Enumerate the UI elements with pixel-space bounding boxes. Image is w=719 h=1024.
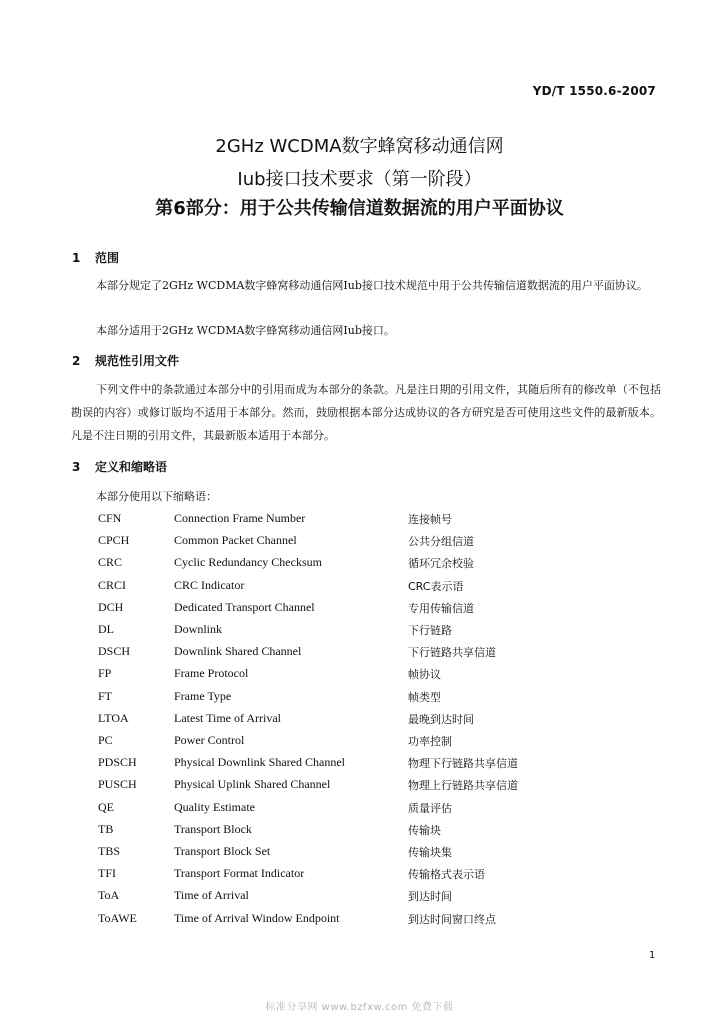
abbreviation-term: Transport Format Indicator <box>174 866 305 881</box>
abbreviation-row <box>0 597 719 619</box>
abbreviation-row <box>0 863 719 885</box>
section-1-title: 范围 <box>95 251 120 265</box>
abbreviation-code: PC <box>98 733 113 747</box>
abbreviation-chinese: 最晚到达时间 <box>408 712 474 726</box>
section-2-number: 2 <box>72 354 81 368</box>
abbreviation-row <box>0 885 719 907</box>
abbreviation-chinese: CRC表示语 <box>408 579 464 593</box>
abbreviation-row <box>0 686 719 708</box>
abbreviation-term: Cyclic Redundancy Checksum <box>174 555 322 570</box>
abbreviation-code: CRC <box>98 555 123 570</box>
abbreviation-chinese: 物理上行链路共享信道 <box>408 779 518 793</box>
section-2-paragraph-1: 下列文件中的条款通过本部分中的引用而成为本部分的条款。凡是注日期的引用文件，其随后所有的修改单（不包括勘误的内容）或修订版均不适用于本部分。然而，鼓励根据本部分达成协议的各方研究是否可使用这些文件的最新版本。凡是不注日期的引用文件，其最新版本适用于本部分。 <box>71 383 661 442</box>
abbreviation-code: PDSCH <box>98 755 137 770</box>
abbreviation-chinese: 连接帧号 <box>408 513 452 526</box>
abbreviation-chinese: 功率控制 <box>408 735 452 748</box>
abbreviation-row <box>0 663 719 685</box>
abbreviation-row <box>0 819 719 841</box>
abbreviation-term: Time of Arrival <box>174 888 249 903</box>
section-1-paragraph-2: 本部分适用于2GHz WCDMA数字蜂窝移动通信网Iub接口。 <box>96 324 395 337</box>
section-3-title: 定义和缩略语 <box>95 460 168 474</box>
abbreviation-term: Dedicated Transport Channel <box>174 599 315 614</box>
section-2-heading <box>72 352 179 369</box>
abbreviation-chinese: 到达时间窗口终点 <box>408 912 496 926</box>
abbreviation-code: TFI <box>98 866 116 881</box>
section-1-number: 1 <box>72 251 81 265</box>
abbreviation-row <box>0 575 719 597</box>
abbreviation-term: CRC Indicator <box>174 577 245 592</box>
abbreviation-code: TBS <box>98 844 121 858</box>
abbreviation-row <box>0 797 719 819</box>
section-1-paragraph-1: 本部分规定了2GHz WCDMA数字蜂窝移动通信网Iub接口技术规范中用于公共传输信道数据流的用户平面协议。 <box>96 279 648 292</box>
watermark: 标准分享网 www.bzfxw.com 免费下载 <box>265 1002 454 1013</box>
abbreviation-chinese: 帧类型 <box>408 690 441 704</box>
abbreviation-row <box>0 508 719 530</box>
abbreviation-chinese: 下行链路 <box>408 624 452 637</box>
abbreviation-code: DSCH <box>98 644 131 659</box>
abbreviation-code: QE <box>98 799 114 814</box>
abbreviation-chinese: 公共分组信道 <box>408 535 474 549</box>
abbreviation-code: CRCI <box>98 577 127 592</box>
abbreviation-term: Physical Downlink Shared Channel <box>174 755 345 770</box>
abbreviation-code: FT <box>98 688 113 703</box>
abbreviation-chinese: 循环冗余校验 <box>408 557 474 571</box>
abbreviation-row <box>0 708 719 730</box>
section-3-heading <box>72 458 167 475</box>
abbreviation-row <box>0 841 719 863</box>
document-title-line-2: Iub接口技术要求（第一阶段） <box>237 169 482 190</box>
abbreviation-chinese: 传输块集 <box>408 846 452 859</box>
abbreviation-row <box>0 752 719 774</box>
section-2-title: 规范性引用文件 <box>95 354 180 368</box>
abbreviation-term: Power Control <box>174 733 245 747</box>
abbreviations-intro: 本部分使用以下缩略语： <box>96 490 217 503</box>
section-1-heading <box>72 249 119 266</box>
abbreviation-code: PUSCH <box>98 777 137 792</box>
abbreviation-code: TB <box>98 821 114 836</box>
abbreviation-chinese: 下行链路共享信道 <box>408 646 496 660</box>
abbreviation-term: Transport Block Set <box>174 844 271 858</box>
abbreviation-row <box>0 530 719 552</box>
abbreviation-row <box>0 641 719 663</box>
abbreviation-code: LTOA <box>98 710 129 725</box>
abbreviation-row <box>0 552 719 574</box>
abbreviation-code: CPCH <box>98 533 130 548</box>
abbreviation-code: CFN <box>98 511 122 525</box>
abbreviation-row <box>0 908 719 930</box>
abbreviation-row <box>0 730 719 752</box>
abbreviation-term: Frame Protocol <box>174 666 249 681</box>
standard-code: YD/T 1550.6-2007 <box>532 84 656 98</box>
abbreviation-code: DCH <box>98 599 124 614</box>
abbreviation-chinese: 质量评估 <box>408 801 452 815</box>
abbreviation-chinese: 传输格式表示语 <box>408 868 485 882</box>
abbreviation-code: ToAWE <box>98 910 137 925</box>
abbreviation-term: Transport Block <box>174 821 252 836</box>
document-title-line-1: 2GHz WCDMA数字蜂窝移动通信网 <box>215 136 504 157</box>
abbreviation-chinese: 帧协议 <box>408 668 441 682</box>
page-number: 1 <box>649 950 656 961</box>
abbreviation-chinese: 专用传输信道 <box>408 601 474 615</box>
abbreviation-term: Downlink <box>174 622 222 636</box>
document-title-line-3: 第6部分：用于公共传输信道数据流的用户平面协议 <box>155 198 564 219</box>
abbreviation-code: ToA <box>98 888 120 903</box>
abbreviation-chinese: 到达时间 <box>408 890 452 904</box>
section-3-number: 3 <box>72 460 81 474</box>
abbreviation-row <box>0 774 719 796</box>
abbreviation-term: Quality Estimate <box>174 799 255 814</box>
abbreviation-term: Physical Uplink Shared Channel <box>174 777 331 792</box>
abbreviation-code: FP <box>98 666 112 681</box>
abbreviation-term: Frame Type <box>174 688 232 703</box>
abbreviation-term: Common Packet Channel <box>174 533 297 548</box>
abbreviation-term: Downlink Shared Channel <box>174 644 302 659</box>
abbreviation-term: Latest Time of Arrival <box>174 710 281 725</box>
abbreviation-chinese: 传输块 <box>408 823 441 837</box>
abbreviation-row <box>0 619 719 641</box>
abbreviation-term: Connection Frame Number <box>174 511 306 525</box>
abbreviation-chinese: 物理下行链路共享信道 <box>408 757 518 771</box>
abbreviation-term: Time of Arrival Window Endpoint <box>174 910 340 925</box>
abbreviation-code: DL <box>98 622 114 636</box>
